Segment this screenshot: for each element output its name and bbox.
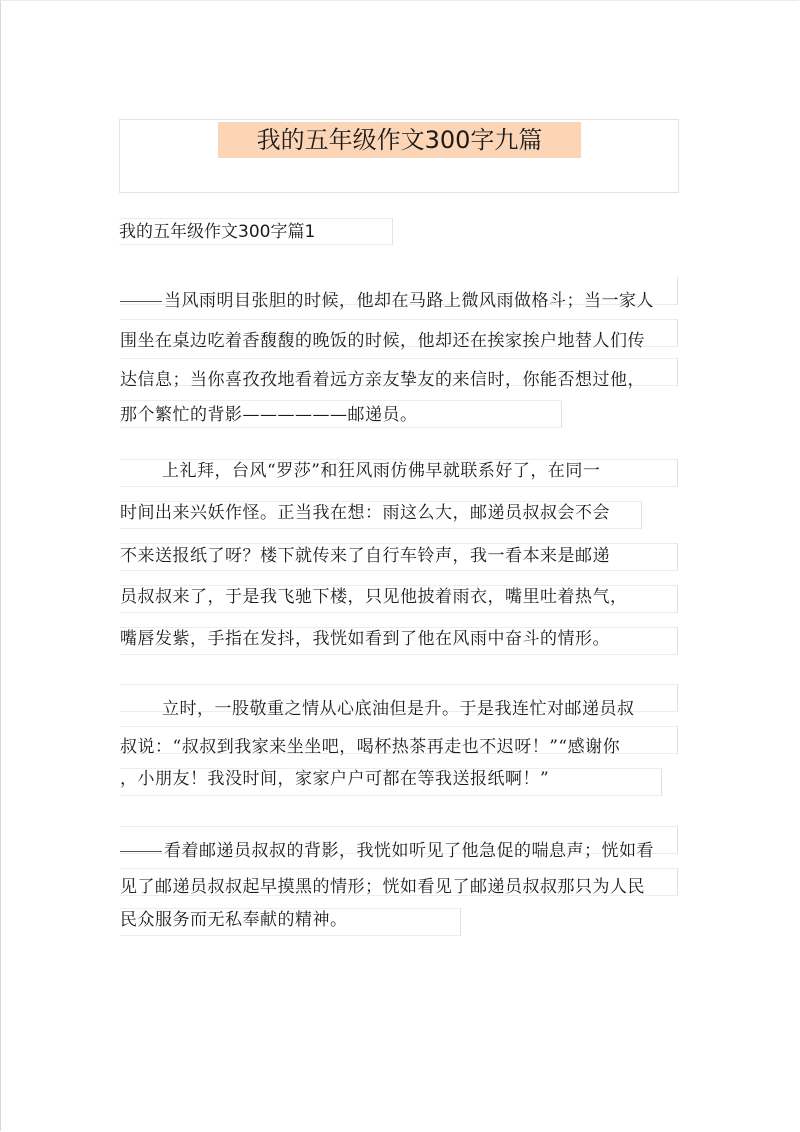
- leading-dash: [120, 301, 162, 302]
- line-text: 看着邮递员叔叔的背影，我恍如听见了他急促的喘息声；恍如看: [164, 841, 654, 861]
- document-title: 我的五年级作文300字九篇: [218, 122, 581, 158]
- paragraph-1-line-1: [120, 286, 654, 316]
- paragraph-3-line-1: [120, 694, 635, 724]
- paragraph-4-line-1: [120, 836, 654, 866]
- line-text: 当风雨明目张胆的时候，他却在马路上微风雨做格斗；当一家人: [164, 291, 654, 311]
- paragraph-2-line-2: 时间出来兴妖作怪。正当我在想：雨这么大，邮递员叔叔会不会: [120, 503, 610, 523]
- paragraph-2-line-1: [120, 456, 600, 486]
- paragraph-2-line-5: 嘴唇发紫，手指在发抖，我恍如看到了他在风雨中奋斗的情形。: [120, 629, 610, 649]
- paragraph-4-line-3: 民众服务而无私奉献的精神。: [120, 910, 348, 930]
- paragraph-4-line-2: 见了邮递员叔叔起早摸黑的情形；恍如看见了邮递员叔叔那只为人民: [120, 877, 645, 897]
- paragraph-1-line-2: 围坐在桌边吃着香馥馥的晚饭的时候，他却还在挨家挨户地替人们传: [120, 331, 645, 351]
- paragraph-2-line-4: 员叔叔来了，于是我飞驰下楼，只见他披着雨衣，嘴里吐着热气，: [120, 587, 628, 607]
- paragraph-3-line-2: 叔说：“叔叔到我家来坐坐吧，喝杯热茶再走也不迟呀！”“感谢你: [120, 737, 621, 757]
- section-heading: 我的五年级作文300字篇1: [119, 218, 393, 245]
- paragraph-3-line-3: ，小朋友！我没时间，家家户户可都在等我送报纸啊！”: [120, 769, 550, 789]
- leading-dash: [120, 851, 162, 852]
- line-text: 立时，一股敬重之情从心底油但是升。于是我连忙对邮递员叔: [162, 699, 635, 719]
- line-text: 上礼拜，台风“罗莎”和狂风雨仿佛早就联系好了，在同一: [162, 461, 601, 481]
- paragraph-1-line-3: 达信息；当你喜孜孜地看着远方亲友挚友的来信时，你能否想过他，: [120, 370, 645, 390]
- paragraph-1-line-4: 那个繁忙的背影——————邮递员。: [120, 405, 418, 425]
- paragraph-2-line-3: 不来送报纸了呀？楼下就传来了自行车铃声，我一看本来是邮递: [120, 546, 610, 566]
